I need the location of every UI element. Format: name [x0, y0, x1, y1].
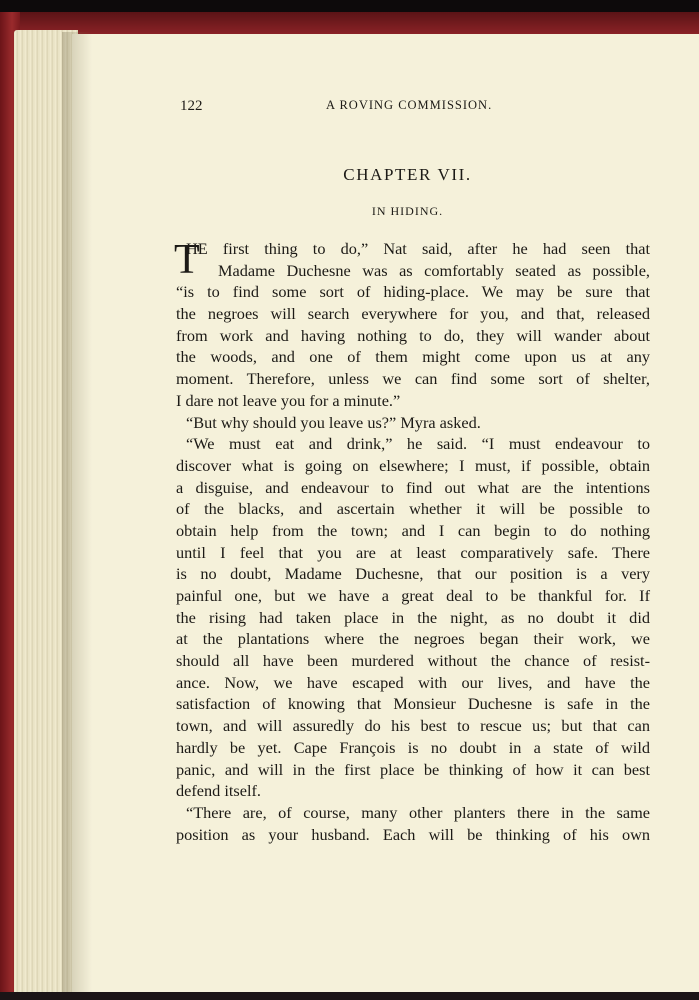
text-line: HE first thing to do,” Nat said, after he had seen that — [186, 239, 650, 258]
text-line: the rising had taken place in the night, as no doubt it did — [176, 607, 650, 627]
text-line: ance. Now, we have escaped with our lives, and have the — [176, 672, 650, 692]
text-line: is no doubt, Madame Duchesne, that our position is a very — [176, 564, 650, 584]
text-line: panic, and will in the first place be thinking of how it can best — [176, 759, 650, 779]
text-line: the negroes will search everywhere for you, and that, released — [176, 304, 650, 324]
running-head — [0, 98, 699, 120]
text-line: until I feel that you are at least comparatively safe. There — [176, 542, 650, 562]
text-line: “But why should you leave us?” Myra asked. — [186, 412, 481, 432]
text-line: a disguise, and endeavour to find out what are the intentions — [176, 477, 650, 497]
text-line: discover what is going on elsewhere; I must, if possible, obtain — [176, 455, 650, 475]
scan-bottom-shadow — [0, 992, 699, 1000]
text-line: the woods, and one of them might come upon us at any — [176, 347, 650, 367]
book-cover-top-edge — [0, 12, 699, 34]
text-line: moment. Therefore, unless we can find some sort of shelter, — [176, 369, 650, 389]
text-line: at the plantations where the negroes began their work, we — [176, 629, 650, 649]
text-line: I dare not leave you for a minute.” — [176, 390, 401, 410]
chapter-subtitle: IN HIDING. — [371, 204, 444, 218]
text-line: of the blacks, and ascertain whether it will be possible to — [176, 499, 650, 519]
text-line: “is to find some sort of hiding-place. We may be sure that — [176, 282, 650, 302]
text-line: “We must eat and drink,” he said. “I must endeavour to — [186, 434, 650, 454]
text-line: Madame Duchesne was as comfortably seated as possible, — [218, 260, 650, 280]
drop-cap: T — [174, 237, 200, 283]
text-line: position as your husband. Each will be thinking of his own — [176, 824, 650, 844]
text-line: “There are, of course, many other planters there in the same — [186, 802, 650, 822]
text-line: obtain help from the town; and I can begin to do nothing — [176, 520, 650, 540]
text-line: painful one, but we have a great deal to be thankful for. If — [176, 586, 650, 605]
body-text — [176, 238, 650, 845]
text-line: hardly be yet. Cape François is no doubt in a state of wild — [176, 737, 650, 757]
page-number: 122 — [180, 98, 203, 114]
text-line: satisfaction of knowing that Monsieur Duchesne is safe in the — [176, 694, 650, 714]
text-line: from work and having nothing to do, they will wander about — [176, 325, 650, 345]
text-line: defend itself. — [176, 781, 261, 801]
text-line: town, and will assuredly do his best to rescue us; but that can — [176, 716, 650, 736]
text-line: should all have been murdered without the chance of resist- — [176, 651, 650, 671]
chapter-title: CHAPTER VII. — [343, 165, 472, 184]
running-title: A ROVING COMMISSION. — [326, 98, 493, 112]
